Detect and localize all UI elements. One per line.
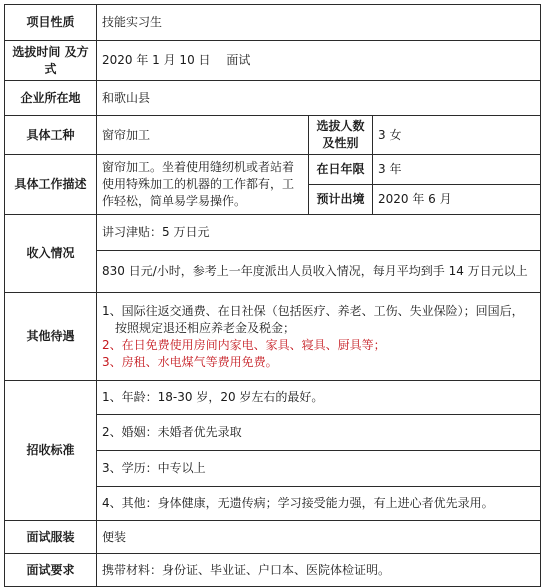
row-interview-attire bbox=[5, 521, 541, 554]
criteria-other: 4、其他：身体健康，无遗传病；学习接受能力强，有上进心者优先录用。 bbox=[97, 487, 541, 521]
label-selection-method bbox=[5, 41, 97, 81]
row-criteria-age bbox=[5, 381, 541, 415]
value-income-hourly: 830 日元/小时，参考上一年度派出人员收入情况，每月平均到手 14 万日元以上 bbox=[97, 251, 541, 293]
criteria-age: 1、年龄：18-30 岁，20 岁左右的最好。 bbox=[97, 381, 541, 415]
label-job-type: 具体工种 bbox=[5, 116, 97, 155]
label-company-location: 企业所在地 bbox=[5, 81, 97, 116]
row-interview-requirements bbox=[5, 554, 541, 587]
label-selection-method-line1: 选拔时间 bbox=[12, 44, 61, 59]
value-company-location: 和歌山县 bbox=[97, 81, 541, 116]
row-job-description-a bbox=[5, 155, 541, 185]
label-job-description: 具体工作描述 bbox=[5, 155, 97, 215]
value-expected-departure: 2020 年 6 月 bbox=[373, 185, 541, 215]
benefit-item-3: 3、房租、水电煤气等费用免费。 bbox=[102, 354, 278, 369]
label-benefits: 其他待遇 bbox=[5, 293, 97, 381]
label-project-type: 项目性质 bbox=[5, 5, 97, 41]
label-headcount-gender bbox=[309, 116, 373, 155]
value-income-allowance: 讲习津贴：5 万日元 bbox=[97, 215, 541, 251]
row-project-type bbox=[5, 5, 541, 41]
value-interview-requirements: 携带材料：身份证、毕业证、户口本、医院体检证明。 bbox=[97, 554, 541, 587]
value-project-type: 技能实习生 bbox=[97, 5, 541, 41]
label-interview-attire: 面试服装 bbox=[5, 521, 97, 554]
value-job-type: 窗帘加工 bbox=[97, 116, 309, 155]
row-income-a bbox=[5, 215, 541, 251]
label-income: 收入情况 bbox=[5, 215, 97, 293]
row-selection-method bbox=[5, 41, 541, 81]
value-headcount-gender: 3 女 bbox=[373, 116, 541, 155]
label-headcount-line2: 及性别 bbox=[322, 136, 359, 150]
benefit-item-2: 2、在日免费使用房间内家电、家具、寝具、厨具等； bbox=[102, 337, 386, 352]
label-headcount-line1: 选拔人数 bbox=[316, 119, 365, 133]
value-interview-attire: 便装 bbox=[97, 521, 541, 554]
job-info-table bbox=[4, 4, 541, 587]
criteria-education: 3、学历：中专以上 bbox=[97, 451, 541, 487]
row-benefits bbox=[5, 293, 541, 381]
benefit-item-1: 1、国际往返交通费、在日社保（包括医疗、养老、工伤、失业保险）；回国后， bbox=[102, 303, 524, 318]
row-company-location bbox=[5, 81, 541, 116]
label-criteria: 招收标准 bbox=[5, 381, 97, 521]
value-benefits bbox=[97, 293, 541, 381]
label-interview-requirements: 面试要求 bbox=[5, 554, 97, 587]
value-years-in-japan: 3 年 bbox=[373, 155, 541, 185]
label-years-in-japan: 在日年限 bbox=[309, 155, 373, 185]
value-job-description: 窗帘加工。坐着使用缝纫机或者站着使用特殊加工的机器的工作都有，工作轻松，简单易学易操作。 bbox=[97, 155, 309, 215]
benefit-item-1-cont: 按照规定退还相应养老金及税金； bbox=[115, 320, 296, 335]
row-job-type bbox=[5, 116, 541, 155]
criteria-marital: 2、婚姻：未婚者优先录取 bbox=[97, 415, 541, 451]
label-expected-departure: 预计出境 bbox=[309, 185, 373, 215]
value-selection-method: 2020 年 1 月 10 日 面试 bbox=[97, 41, 541, 81]
label-selection-method-line2: 及方式 bbox=[44, 44, 89, 76]
